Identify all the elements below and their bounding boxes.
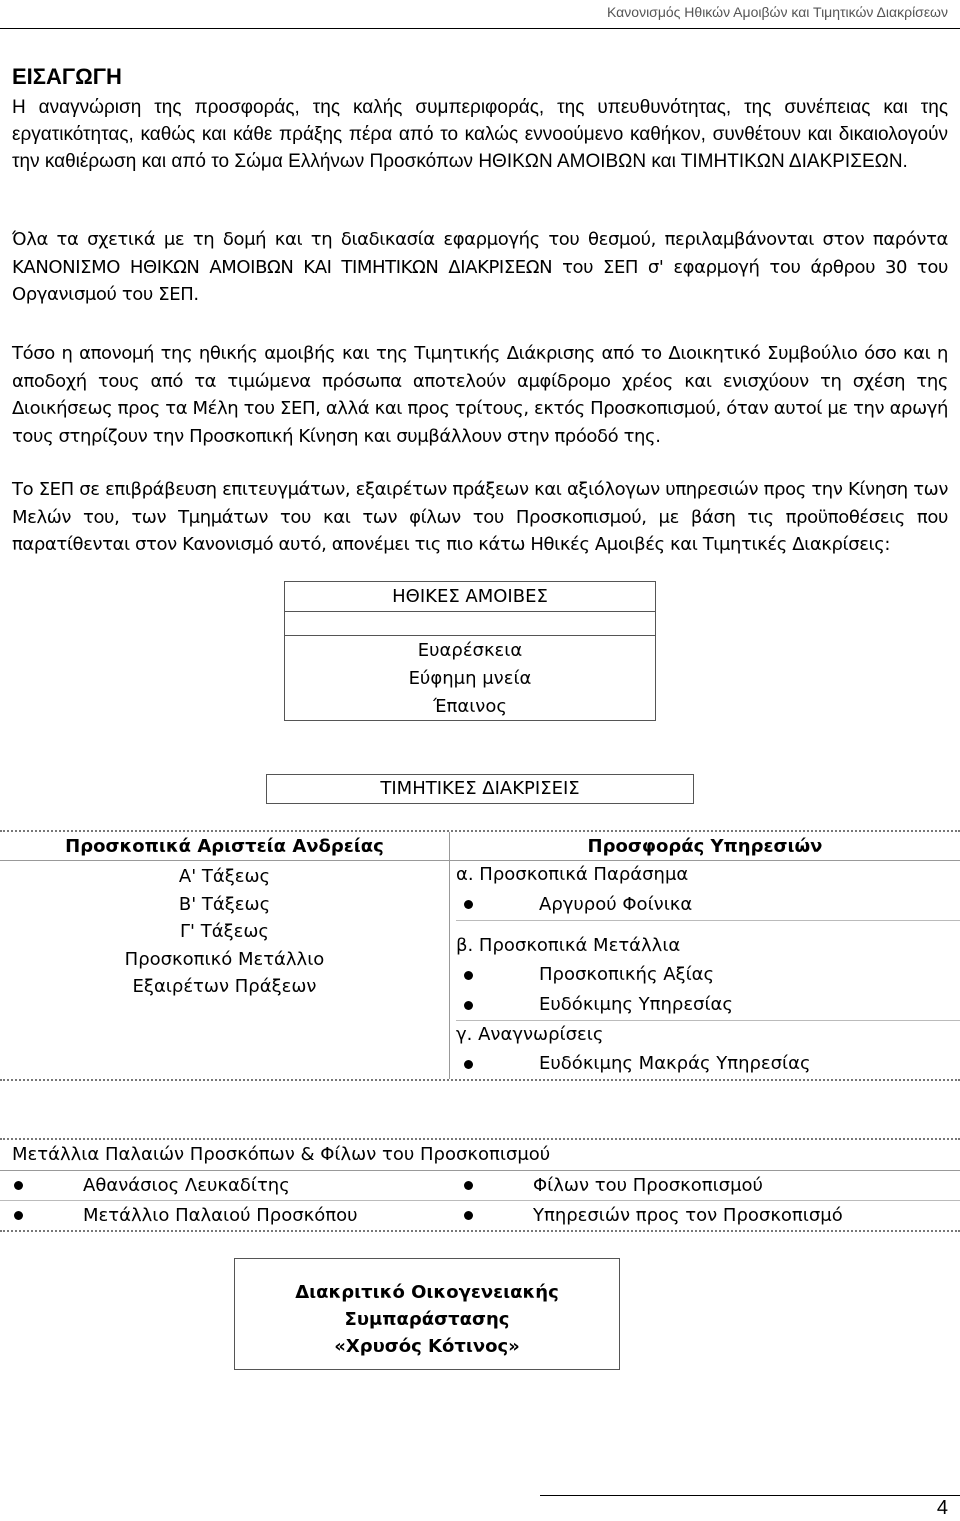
moral-reward-item: Ευαρέσκεια xyxy=(417,640,523,661)
medals-table xyxy=(0,1138,960,1232)
intro-paragraph: Η αναγνώριση της προσφοράς, της καλής συμπεριφοράς, της υπευθυνότητας, της συνέπειας και της εργατικότητας, καθώς και κάθε πράξης πέρα από το καλώς εννοούμενο καθήκον, συνθέτουν και δικαιολογούν την καθιέρωση και από το Σώμα Ελλήνων Προσκόπων ΗΘΙΚΩΝ ΑΜΟΙΒΩΝ και ΤΙΜΗΤΙΚΩΝ ΔΙΑΚΡΙΣΕΩΝ. xyxy=(12,97,948,172)
running-header: Κανονισμός Ηθικών Αμοιβών και Τιμητικών Διακρίσεων xyxy=(607,4,948,20)
honors-table xyxy=(0,830,960,1081)
bravery-item: Α' Τάξεως xyxy=(178,866,271,887)
list-item xyxy=(456,960,960,990)
moral-reward-item: Εύφημη μνεία xyxy=(408,668,532,689)
group-label: β. Προσκοπικά Μετάλλια xyxy=(456,935,681,956)
list-item xyxy=(456,1049,960,1079)
honorary-title: ΤΙΜΗΤΙΚΕΣ ΔΙΑΚΡΙΣΕΙΣ xyxy=(380,778,580,799)
medal-cell xyxy=(0,1205,450,1226)
medal-cell xyxy=(450,1205,900,1226)
medal-name: Μετάλλιο Παλαιού Προσκόπου xyxy=(83,1205,358,1226)
bravery-item: Προσκοπικό Μετάλλιο xyxy=(124,948,325,970)
family-award-line: Συμπαράστασης xyxy=(344,1309,510,1330)
paragraph-structure: Όλα τα σχετικά με τη δομή και τη διαδικασία εφαρμογής του θεσμού, περιλαμβάνονται στον παρόντα ΚΑΝΟΝΙΣΜΟ ΗΘΙΚΩΝ ΑΜΟΙΒΩΝ ΚΑΙ ΤΙΜΗΤΙΚΩΝ ΔΙΑΚΡΙΣΕΩΝ του ΣΕΠ σ' εφαρμογή του άρθρου 30 του Οργανισμού του ΣΕΠ. xyxy=(12,229,948,305)
bullet-icon xyxy=(464,900,473,909)
moral-rewards-title: ΗΘΙΚΕΣ ΑΜΟΙΒΕΣ xyxy=(285,582,655,612)
moral-rewards-list xyxy=(285,636,655,721)
medals-title: Μετάλλια Παλαιών Προσκόπων & Φίλων του Προσκοπισμού xyxy=(0,1140,960,1171)
paragraph-awarding: Τόσο η απονομή της ηθικής αμοιβής και της Τιμητικής Διάκρισης από το Διοικητικό Συμβούλιο όσο και η αποδοχή τους από τα τιμώμενα πρόσωπα αποτελούν αμφίδρομο χρέος και ενισχύουν τη σχέση της Διοικήσεως προς τα Μέλη του ΣΕΠ, αλλά και προς τρίτους, εκτός Προσκοπισμού, όταν αυτοί με την αρωγή τους στηρίζουν την Προσκοπική Κίνηση και συμβάλλουν στην πρόοδό της. xyxy=(12,343,948,447)
bravery-item: Εξαιρέτων Πράξεων xyxy=(132,976,317,997)
footer-rule xyxy=(540,1495,960,1496)
bravery-list xyxy=(0,861,450,1079)
bullet-text: Ευδόκιμης Μακράς Υπηρεσίας xyxy=(539,1053,811,1074)
honorary-title-box xyxy=(266,774,694,804)
bullet-icon xyxy=(464,1001,473,1010)
medal-name: Αθανάσιος Λευκαδίτης xyxy=(83,1175,290,1196)
bullet-icon xyxy=(464,1181,473,1190)
bullet-icon xyxy=(464,1060,473,1069)
medal-cell xyxy=(0,1175,450,1196)
group-label: γ. Αναγνωρίσεις xyxy=(456,1024,604,1045)
bullet-icon xyxy=(464,971,473,980)
paragraph-rewards-list: Το ΣΕΠ σε επιβράβευση επιτευγμάτων, εξαιρέτων πράξεων και αξιόλογων υπηρεσιών προς την Κίνηση των Μελών του, των Τμημάτων του και των φίλων του Προσκοπισμού, με βάση τις προϋποθέσεις που παρατίθενται στον Κανονισμό αυτό, απονέμει τις πιο κάτω Ηθικές Αμοιβές και Τιμητικές Διακρίσεις: xyxy=(12,479,948,555)
medal-name: Φίλων του Προσκοπισμού xyxy=(533,1175,763,1196)
bullet-icon xyxy=(464,1211,473,1220)
honors-table-body xyxy=(0,861,960,1081)
page-number: 4 xyxy=(936,1497,948,1519)
services-header: Προσφοράς Υπηρεσιών xyxy=(587,835,823,857)
bravery-item: Γ' Τάξεως xyxy=(180,921,269,942)
family-award-box xyxy=(234,1258,620,1370)
bravery-header: Προσκοπικά Αριστεία Ανδρείας xyxy=(0,832,450,860)
section-heading: ΕΙΣΑΓΩΓΗ xyxy=(12,64,122,89)
bullet-text: Ευδόκιμης Υπηρεσίας xyxy=(539,994,733,1015)
table-row xyxy=(0,1171,960,1201)
intro-section xyxy=(12,62,948,175)
header-rule xyxy=(0,28,960,29)
moral-rewards-spacer xyxy=(285,612,655,636)
moral-reward-item: Έπαινος xyxy=(433,696,507,717)
bullet-text: Αργυρού Φοίνικα xyxy=(539,893,693,915)
group-spacer xyxy=(456,921,960,932)
family-award-line: Διακριτικό Οικογενειακής xyxy=(295,1282,559,1303)
table-row xyxy=(0,1201,960,1232)
list-item xyxy=(456,990,960,1021)
bravery-item: Β' Τάξεως xyxy=(178,893,271,915)
list-item xyxy=(456,889,960,921)
medal-name: Υπηρεσιών προς τον Προσκοπισμό xyxy=(533,1205,843,1226)
bullet-icon xyxy=(14,1181,23,1190)
family-award-line: «Χρυσός Κότινος» xyxy=(334,1336,520,1357)
honors-table-header xyxy=(0,832,960,861)
bullet-icon xyxy=(14,1211,23,1220)
services-list xyxy=(450,861,960,1079)
group-label: α. Προσκοπικά Παράσημα xyxy=(456,864,689,885)
moral-rewards-box xyxy=(284,581,656,721)
bullet-text: Προσκοπικής Αξίας xyxy=(539,964,715,985)
medal-cell xyxy=(450,1175,900,1196)
